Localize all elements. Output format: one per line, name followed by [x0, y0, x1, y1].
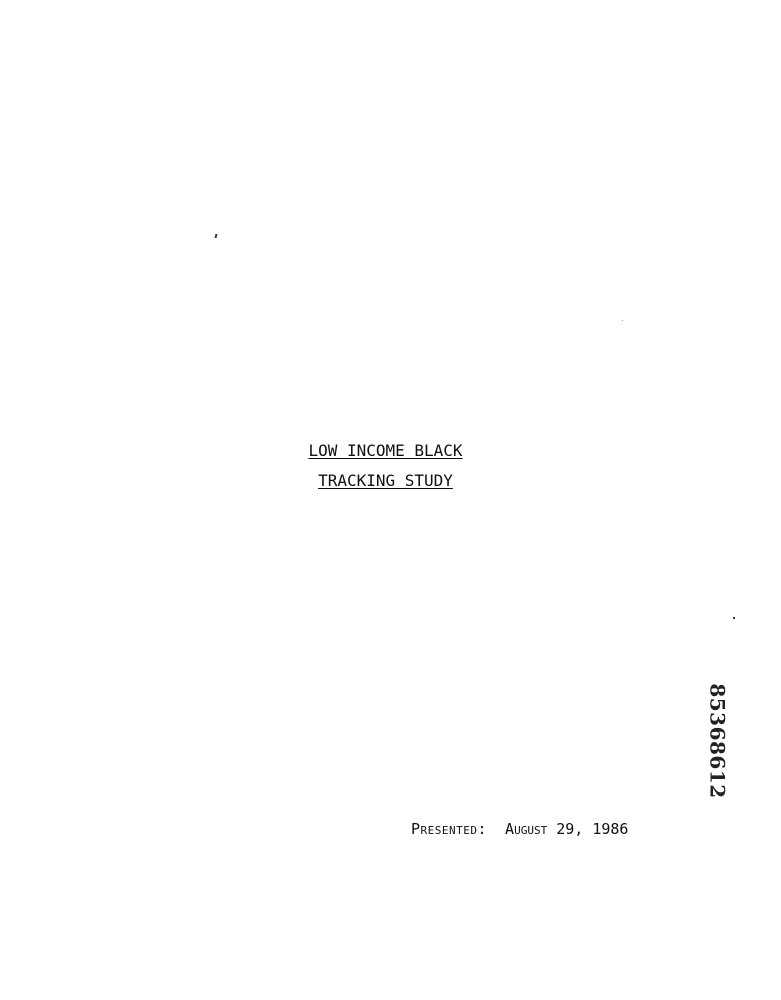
presented-label: Presented:	[411, 820, 488, 838]
bates-number: 85368612	[706, 683, 731, 799]
presented-date: August 29, 1986	[505, 820, 629, 838]
bates-stamp	[703, 683, 733, 799]
title-line-2: TRACKING STUDY	[318, 471, 453, 490]
presented-line	[411, 820, 628, 838]
title-line-1: LOW INCOME BLACK	[308, 441, 463, 460]
scan-speck	[622, 320, 623, 321]
scan-speck	[214, 234, 217, 238]
scan-speck	[733, 617, 735, 619]
